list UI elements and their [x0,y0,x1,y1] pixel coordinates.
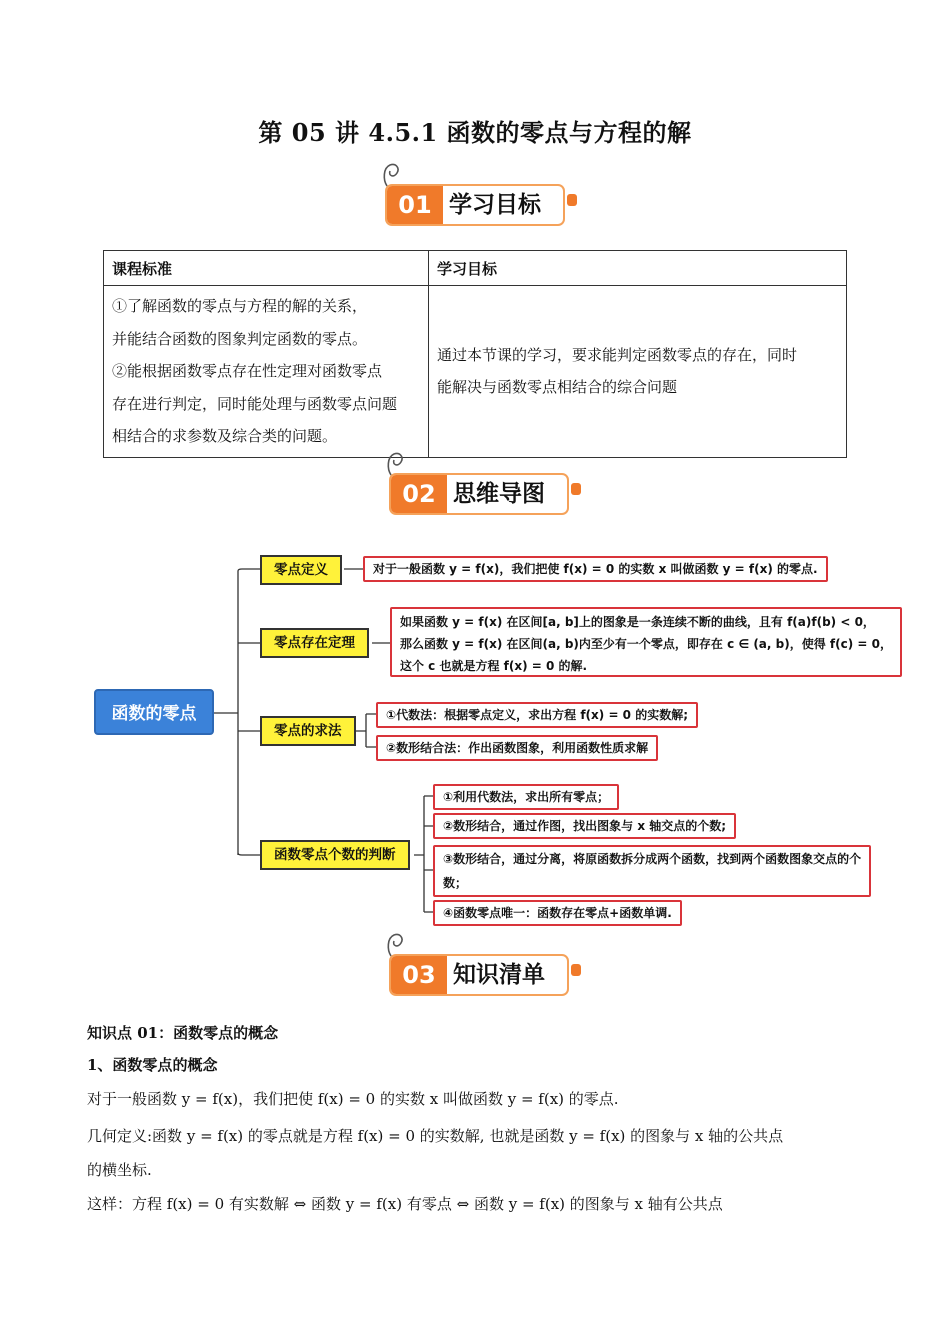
leaf-line: 如果函数 y = f(x) 在区间[a, b]上的图象是一条连续不断的曲线，且有 f(a)f(b) < 0， [400,615,875,629]
section-banner-knowledge [389,946,575,996]
table-line: ①了解函数的零点与方程的解的关系， [112,297,368,315]
mindmap-node-existence-theorem: 零点存在定理 [260,628,369,658]
table-line: 能解决与函数零点相结合的综合问题 [437,378,678,397]
table-line: ②能根据函数零点存在性定理对函数零点 [112,362,383,380]
table-line: 相结合的求参数及综合类的问题。 [112,427,338,445]
knowledge-paragraph: 这样：方程 f(x) = 0 有实数解 ⇔ 函数 y = f(x) 有零点 ⇔ 函数 y = f(x) 的图象与 x 轴有公共点 [87,1195,723,1213]
mindmap-leaf: ①代数法：根据零点定义，求出方程 f(x) = 0 的实数解; [376,702,698,728]
mindmap-leaf: ①利用代数法，求出所有零点； [433,784,619,810]
table-line: 并能结合函数的图象判定函数的零点。 [112,329,368,348]
mindmap-root: 函数的零点 [94,689,214,735]
leaf-line: ③数形结合，通过分离，将原函数拆分成两个函数，找到两个函数图象交点的个 [443,852,862,866]
page-title: 第 05 讲 4.5.1 函数的零点与方程的解 [258,118,692,147]
knowledge-point-title: 知识点 01：函数零点的概念 [87,1024,279,1042]
mindmap-leaf: ②数形结合法：作出函数图象，利用函数性质求解 [376,735,658,761]
table-line: 存在进行判定，同时能处理与函数零点问题 [112,394,398,413]
section-banner-goals [385,176,571,226]
section-number: 02 [391,475,447,513]
knowledge-subtitle: 1、函数零点的概念 [87,1056,218,1074]
table-cell-standard [104,286,429,458]
mindmap-leaf: ④函数零点唯一：函数存在零点+函数单调. [433,900,682,926]
knowledge-paragraph: 几何定义:函数 y = f(x) 的零点就是方程 f(x) = 0 的实数解, 也就是函数 y = f(x) 的图象与 x 轴的公共点 [87,1127,784,1145]
table-header: 学习目标 [429,251,847,286]
table-cell-goal [429,286,847,458]
mindmap-node-definition: 零点定义 [260,555,342,585]
goals-table [103,250,847,458]
knowledge-paragraph: 的横坐标. [87,1161,152,1179]
leaf-line: 那么函数 y = f(x) 在区间(a, b)内至少有一个零点，即存在 c ∈ (a, b)，使得 f(c) = 0， [400,637,892,651]
leaf-line: 这个 c 也就是方程 f(x) = 0 的解. [400,659,588,673]
mindmap-leaf: ②数形结合，通过作图，找出图象与 x 轴交点的个数; [433,813,736,839]
mindmap-node-methods: 零点的求法 [260,716,356,746]
leaf-line: 数； [443,876,468,890]
mindmap-leaf: 对于一般函数 y = f(x)，我们把使 f(x) = 0 的实数 x 叫做函数 y = f(x) 的零点. [363,556,828,582]
section-label: 学习目标 [449,192,541,218]
section-number: 03 [391,956,447,994]
section-label: 知识清单 [453,962,545,988]
knowledge-paragraph: 对于一般函数 y = f(x)，我们把使 f(x) = 0 的实数 x 叫做函数 y = f(x) 的零点. [87,1090,619,1108]
mindmap-node-count: 函数零点个数的判断 [260,840,410,870]
section-number: 01 [387,186,443,224]
table-header: 课程标准 [104,251,429,286]
section-banner-mindmap [389,465,575,515]
section-label: 思维导图 [453,481,545,507]
mindmap-leaf [433,845,871,897]
mindmap-leaf [390,607,902,677]
table-line: 通过本节课的学习，要求能判定函数零点的存在，同时 [437,345,798,364]
